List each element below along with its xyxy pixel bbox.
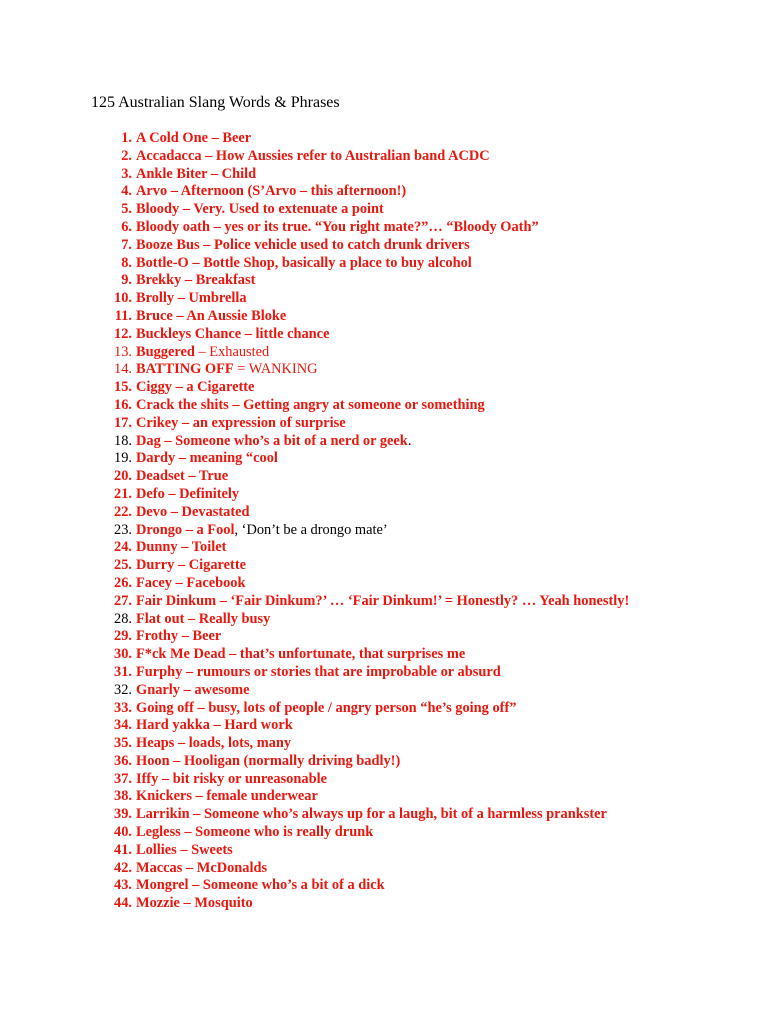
list-item <box>0 361 768 379</box>
list-item-number: 39. <box>114 806 132 823</box>
list-item-number: 32. <box>114 681 132 698</box>
list-item-text <box>136 201 384 219</box>
list-item-segment: Gnarly – awesome <box>136 681 250 698</box>
list-item-segment: Drongo – a Fool <box>136 521 235 538</box>
list-item-text <box>136 344 269 362</box>
list-item <box>0 735 768 753</box>
list-item-number: 24. <box>114 539 132 556</box>
list-item <box>0 201 768 219</box>
list-item <box>0 522 768 540</box>
list-item-segment: Buggered <box>136 343 195 360</box>
list-item-text <box>136 397 485 415</box>
list-item-segment: Brekky – Breakfast <box>136 272 256 289</box>
list-item <box>0 272 768 290</box>
list-item-number: 30. <box>114 646 132 663</box>
list-item-number: 38. <box>114 788 132 805</box>
list-item-text <box>136 539 226 557</box>
list-item-text <box>136 415 346 433</box>
list-item-segment: = WANKING <box>233 361 318 378</box>
list-item <box>0 504 768 522</box>
list-item-segment: Deadset – True <box>136 468 229 485</box>
list-item <box>0 557 768 575</box>
list-item <box>0 842 768 860</box>
list-item-number: 21. <box>114 485 132 502</box>
list-item-segment: Facey – Facebook <box>136 574 246 591</box>
list-item-segment: Brolly – Umbrella <box>136 290 247 307</box>
list-item-number: 15. <box>114 379 132 396</box>
list-item <box>0 877 768 895</box>
list-item-text <box>136 842 233 860</box>
list-item-text <box>136 379 254 397</box>
list-item-number: 7. <box>121 236 132 253</box>
list-item <box>0 700 768 718</box>
list-item-text <box>136 611 270 629</box>
list-item-segment: Bruce – An Aussie Bloke <box>136 307 287 324</box>
list-item <box>0 183 768 201</box>
page-title: 125 Australian Slang Words & Phrases <box>91 94 340 111</box>
list-item <box>0 575 768 593</box>
list-item <box>0 806 768 824</box>
list-item-text <box>136 361 317 379</box>
list-item-text <box>136 753 400 771</box>
list-item-number: 23. <box>114 521 132 538</box>
list-item-number: 37. <box>114 770 132 787</box>
list-item-text <box>136 682 250 700</box>
list-item-segment: Booze Bus – Police vehicle used to catch drunk drivers <box>136 236 470 253</box>
list-item-segment: BATTING OFF <box>136 361 234 378</box>
list-item-segment: Ankle Biter – Child <box>136 165 257 182</box>
list-item-number: 27. <box>114 592 132 609</box>
list-item-number: 17. <box>114 414 132 431</box>
list-item-text <box>136 628 221 646</box>
list-item-segment: . <box>407 432 412 449</box>
list-item <box>0 539 768 557</box>
list-item <box>0 717 768 735</box>
list-item <box>0 344 768 362</box>
slang-list <box>0 130 768 913</box>
list-item-text <box>136 895 253 913</box>
list-item-text <box>136 468 228 486</box>
list-item-number: 10. <box>114 290 132 307</box>
list-item-segment: Durry – Cigarette <box>136 557 247 574</box>
list-item <box>0 628 768 646</box>
list-item-text <box>136 664 501 682</box>
list-item-text <box>136 806 607 824</box>
list-item <box>0 468 768 486</box>
list-item-text <box>136 522 388 540</box>
list-item-number: 33. <box>114 699 132 716</box>
list-item-text <box>136 130 251 148</box>
list-item <box>0 148 768 166</box>
list-item-number: 41. <box>114 841 132 858</box>
list-item-number: 19. <box>114 450 132 467</box>
list-item <box>0 397 768 415</box>
list-item-number: 11. <box>114 307 132 324</box>
list-item <box>0 326 768 344</box>
list-item-number: 14. <box>114 361 132 378</box>
list-item-segment: Dag – Someone who’s a bit of a nerd or geek <box>136 432 408 449</box>
list-item-text <box>136 824 373 842</box>
list-item-segment: Mongrel – Someone who’s a bit of a dick <box>136 877 385 894</box>
list-item-text <box>136 326 329 344</box>
list-item-text <box>136 646 465 664</box>
list-item <box>0 415 768 433</box>
list-item <box>0 611 768 629</box>
list-item-segment: Bottle-O – Bottle Shop, basically a place to buy alcohol <box>136 254 472 271</box>
list-item-segment: Legless – Someone who is really drunk <box>136 824 374 841</box>
list-item <box>0 646 768 664</box>
list-item <box>0 593 768 611</box>
list-item-segment: Bloody – Very. Used to extenuate a point <box>136 201 384 218</box>
list-item-number: 40. <box>114 824 132 841</box>
list-item-segment: Bloody oath – yes or its true. “You right mate?”… “Bloody Oath” <box>136 218 539 235</box>
list-item-number: 12. <box>114 325 132 342</box>
list-item-segment: F*ck Me Dead – that’s unfortunate, that surprises me <box>136 646 466 663</box>
list-item-segment: Hard yakka – Hard work <box>136 717 293 734</box>
list-item-segment: Knickers – female underwear <box>136 788 318 805</box>
list-item <box>0 379 768 397</box>
list-item-text <box>136 717 293 735</box>
list-item-number: 25. <box>114 557 132 574</box>
list-item <box>0 290 768 308</box>
list-item-text <box>136 700 516 718</box>
list-item-text <box>136 148 490 166</box>
list-item-segment: Dunny – Toilet <box>136 539 227 556</box>
list-item-number: 22. <box>114 503 132 520</box>
list-item <box>0 788 768 806</box>
list-item-number: 13. <box>114 343 132 360</box>
list-item-number: 1. <box>121 130 132 146</box>
list-item-segment: Arvo – Afternoon (S’Arvo – this afternoon!) <box>136 183 407 200</box>
list-item-text <box>136 308 286 326</box>
list-item-segment: Crikey – an expression of surprise <box>136 414 346 431</box>
list-item-number: 6. <box>121 218 132 235</box>
list-item-text <box>136 557 246 575</box>
list-item-text <box>136 450 278 468</box>
list-item-segment: Hoon – Hooligan (normally driving badly!) <box>136 752 401 769</box>
list-item-text <box>136 877 385 895</box>
list-item-number: 28. <box>114 610 132 627</box>
list-item-text <box>136 183 406 201</box>
list-item-segment: Frothy – Beer <box>136 628 222 645</box>
list-item-number: 4. <box>121 183 132 200</box>
list-item-segment: Devo – Devastated <box>136 503 250 520</box>
list-item-text <box>136 237 470 255</box>
list-item-segment: Going off – busy, lots of people / angry person “he’s going off” <box>136 699 517 716</box>
list-item <box>0 824 768 842</box>
list-item-segment: Mozzie – Mosquito <box>136 895 253 912</box>
list-item <box>0 682 768 700</box>
list-item <box>0 130 768 148</box>
list-item-number: 8. <box>121 254 132 271</box>
list-item-text <box>136 486 239 504</box>
list-item-number: 34. <box>114 717 132 734</box>
list-item <box>0 895 768 913</box>
list-item-number: 5. <box>121 201 132 218</box>
list-item-text <box>136 735 291 753</box>
list-item-segment: Flat out – Really busy <box>136 610 271 627</box>
list-item-text <box>136 575 246 593</box>
list-item <box>0 664 768 682</box>
list-item-text <box>136 788 318 806</box>
list-item <box>0 433 768 451</box>
list-item-number: 42. <box>114 859 132 876</box>
list-item-number: 29. <box>114 628 132 645</box>
list-item-segment: – Exhausted <box>194 343 270 360</box>
list-item-number: 9. <box>121 272 132 289</box>
list-item-number: 3. <box>121 165 132 182</box>
list-item <box>0 450 768 468</box>
list-item-text <box>136 166 256 184</box>
list-item-segment: , ‘Don’t be a drongo mate’ <box>234 521 388 538</box>
list-item-text <box>136 272 255 290</box>
list-item <box>0 219 768 237</box>
list-item-text <box>136 290 247 308</box>
list-item-segment: Heaps – loads, lots, many <box>136 735 292 752</box>
list-item <box>0 486 768 504</box>
list-item <box>0 255 768 273</box>
list-item <box>0 753 768 771</box>
list-item-number: 31. <box>114 663 132 680</box>
list-item-text <box>136 860 267 878</box>
list-item-segment: Lollies – Sweets <box>136 841 233 858</box>
list-item-number: 20. <box>114 468 132 485</box>
list-item-segment: Accadacca – How Aussies refer to Australian band ACDC <box>136 147 490 164</box>
list-item-segment: Crack the shits – Getting angry at someone or something <box>136 396 485 413</box>
list-item-segment: Dardy – meaning “cool <box>136 450 278 467</box>
list-item-text <box>136 593 629 611</box>
list-item-segment: Furphy – rumours or stories that are improbable or absurd <box>136 663 501 680</box>
list-item-number: 16. <box>114 396 132 413</box>
list-item-segment: Larrikin – Someone who’s always up for a laugh, bit of a harmless prankster <box>136 806 607 823</box>
list-item-number: 18. <box>114 432 132 449</box>
list-item-text <box>136 219 539 237</box>
list-item-text <box>136 433 411 451</box>
list-item-text <box>136 504 250 522</box>
list-item <box>0 166 768 184</box>
list-item <box>0 308 768 326</box>
list-item <box>0 771 768 789</box>
list-item-segment: Maccas – McDonalds <box>136 859 268 876</box>
list-item-segment: Iffy – bit risky or unreasonable <box>136 770 327 787</box>
list-item-text <box>136 771 327 789</box>
list-item <box>0 237 768 255</box>
list-item-segment: A Cold One – Beer <box>136 130 252 146</box>
list-item-number: 44. <box>114 895 132 912</box>
list-item-number: 36. <box>114 752 132 769</box>
list-item-number: 26. <box>114 574 132 591</box>
list-item <box>0 860 768 878</box>
list-item-segment: Defo – Definitely <box>136 485 240 502</box>
list-item-text <box>136 255 472 273</box>
list-item-number: 35. <box>114 735 132 752</box>
list-item-segment: Fair Dinkum – ‘Fair Dinkum?’ … ‘Fair Dinkum!’ = Honestly? … Yeah honestly! <box>136 592 630 609</box>
list-item-segment: Ciggy – a Cigarette <box>136 379 255 396</box>
list-item-number: 2. <box>121 147 132 164</box>
list-item-segment: Buckleys Chance – little chance <box>136 325 330 342</box>
list-item-number: 43. <box>114 877 132 894</box>
